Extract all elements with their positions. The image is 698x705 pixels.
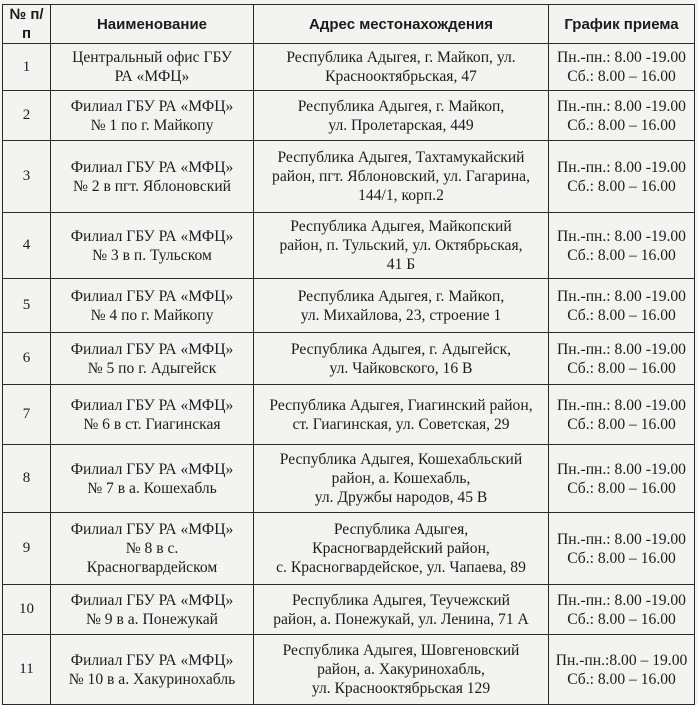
table-header-row — [3, 5, 695, 44]
row-schedule: Пн.-пн.: 8.00 -19.00 Сб.: 8.00 – 16.00 — [549, 585, 695, 635]
table-row — [3, 333, 695, 385]
row-schedule: Пн.-пн.: 8.00 -19.00 Сб.: 8.00 – 16.00 — [549, 141, 695, 213]
row-num: 11 — [3, 635, 51, 705]
row-name: Филиал ГБУ РА «МФЦ» № 2 в пгт. Яблоновский — [51, 141, 254, 213]
row-schedule: Пн.-пн.: 8.00 -19.00 Сб.: 8.00 – 16.00 — [549, 279, 695, 333]
row-name: Филиал ГБУ РА «МФЦ» № 6 в ст. Гиагинская — [51, 385, 254, 445]
table-row — [3, 635, 695, 705]
row-name: Филиал ГБУ РА «МФЦ» № 9 в а. Понежукай — [51, 585, 254, 635]
row-address: Республика Адыгея, Гиагинский район, ст. Гиагинская, ул. Советская, 29 — [254, 385, 549, 445]
row-name: Филиал ГБУ РА «МФЦ» № 3 в п. Тульском — [51, 213, 254, 279]
row-address: Республика Адыгея, Тахтамукайский район, пгт. Яблоновский, ул. Гагарина, 144/1, корп.2 — [254, 141, 549, 213]
table-row — [3, 141, 695, 213]
row-num: 9 — [3, 513, 51, 585]
row-name: Филиал ГБУ РА «МФЦ» № 5 по г. Адыгейск — [51, 333, 254, 385]
table-row — [3, 44, 695, 91]
row-address: Республика Адыгея, Майкопский район, п. Тульский, ул. Октябрьская, 41 Б — [254, 213, 549, 279]
header-address: Адрес местонахождения — [254, 5, 549, 44]
row-address: Республика Адыгея, г. Майкоп, ул. Пролетарская, 449 — [254, 91, 549, 141]
table-row — [3, 385, 695, 445]
row-name: Филиал ГБУ РА «МФЦ» № 1 по г. Майкопу — [51, 91, 254, 141]
row-num: 10 — [3, 585, 51, 635]
table-row — [3, 279, 695, 333]
row-schedule: Пн.-пн.: 8.00 -19.00 Сб.: 8.00 – 16.00 — [549, 333, 695, 385]
row-schedule: Пн.-пн.: 8.00 -19.00 Сб.: 8.00 – 16.00 — [549, 385, 695, 445]
row-schedule: Пн.-пн.: 8.00 -19.00 Сб.: 8.00 – 16.00 — [549, 445, 695, 513]
row-name: Филиал ГБУ РА «МФЦ» № 4 по г. Майкопу — [51, 279, 254, 333]
row-num: 3 — [3, 141, 51, 213]
offices-table — [2, 4, 695, 705]
row-address: Республика Адыгея, Шовгеновский район, а. Хакуринохабль, ул. Краснооктябрьская 129 — [254, 635, 549, 705]
row-schedule: Пн.-пн.: 8.00 -19.00 Сб.: 8.00 – 16.00 — [549, 213, 695, 279]
row-num: 6 — [3, 333, 51, 385]
row-num: 7 — [3, 385, 51, 445]
table-row — [3, 585, 695, 635]
row-address: Республика Адыгея, г. Майкоп, ул. Михайлова, 23, строение 1 — [254, 279, 549, 333]
header-schedule: График приема — [549, 5, 695, 44]
header-name: Наименование — [51, 5, 254, 44]
table-row — [3, 213, 695, 279]
row-address: Республика Адыгея, Кошехабльский район, а. Кошехабль, ул. Дружбы народов, 45 В — [254, 445, 549, 513]
row-address: Республика Адыгея, г. Майкоп, ул. Краснооктябрьская, 47 — [254, 44, 549, 91]
row-name: Филиал ГБУ РА «МФЦ» № 10 в а. Хакуринохабль — [51, 635, 254, 705]
row-address: Республика Адыгея, Красногвардейский район, с. Красногвардейское, ул. Чапаева, 89 — [254, 513, 549, 585]
row-name: Филиал ГБУ РА «МФЦ» № 7 в а. Кошехабль — [51, 445, 254, 513]
row-name: Филиал ГБУ РА «МФЦ» № 8 в с. Красногвардейском — [51, 513, 254, 585]
row-num: 4 — [3, 213, 51, 279]
row-num: 1 — [3, 44, 51, 91]
row-num: 5 — [3, 279, 51, 333]
table-row — [3, 91, 695, 141]
row-num: 8 — [3, 445, 51, 513]
row-schedule: Пн.-пн.: 8.00 -19.00 Сб.: 8.00 – 16.00 — [549, 91, 695, 141]
row-name: Центральный офис ГБУ РА «МФЦ» — [51, 44, 254, 91]
row-address: Республика Адыгея, г. Адыгейск, ул. Чайковского, 16 В — [254, 333, 549, 385]
table-row — [3, 445, 695, 513]
row-schedule: Пн.-пн.: 8.00 -19.00 Сб.: 8.00 – 16.00 — [549, 44, 695, 91]
header-num: № п/п — [3, 5, 51, 44]
table-row — [3, 513, 695, 585]
row-num: 2 — [3, 91, 51, 141]
row-address: Республика Адыгея, Теучежский район, а. Понежукай, ул. Ленина, 71 А — [254, 585, 549, 635]
row-schedule: Пн.-пн.:8.00 – 19.00 Сб.: 8.00 – 16.00 — [549, 635, 695, 705]
row-schedule: Пн.-пн.: 8.00 -19.00 Сб.: 8.00 – 16.00 — [549, 513, 695, 585]
